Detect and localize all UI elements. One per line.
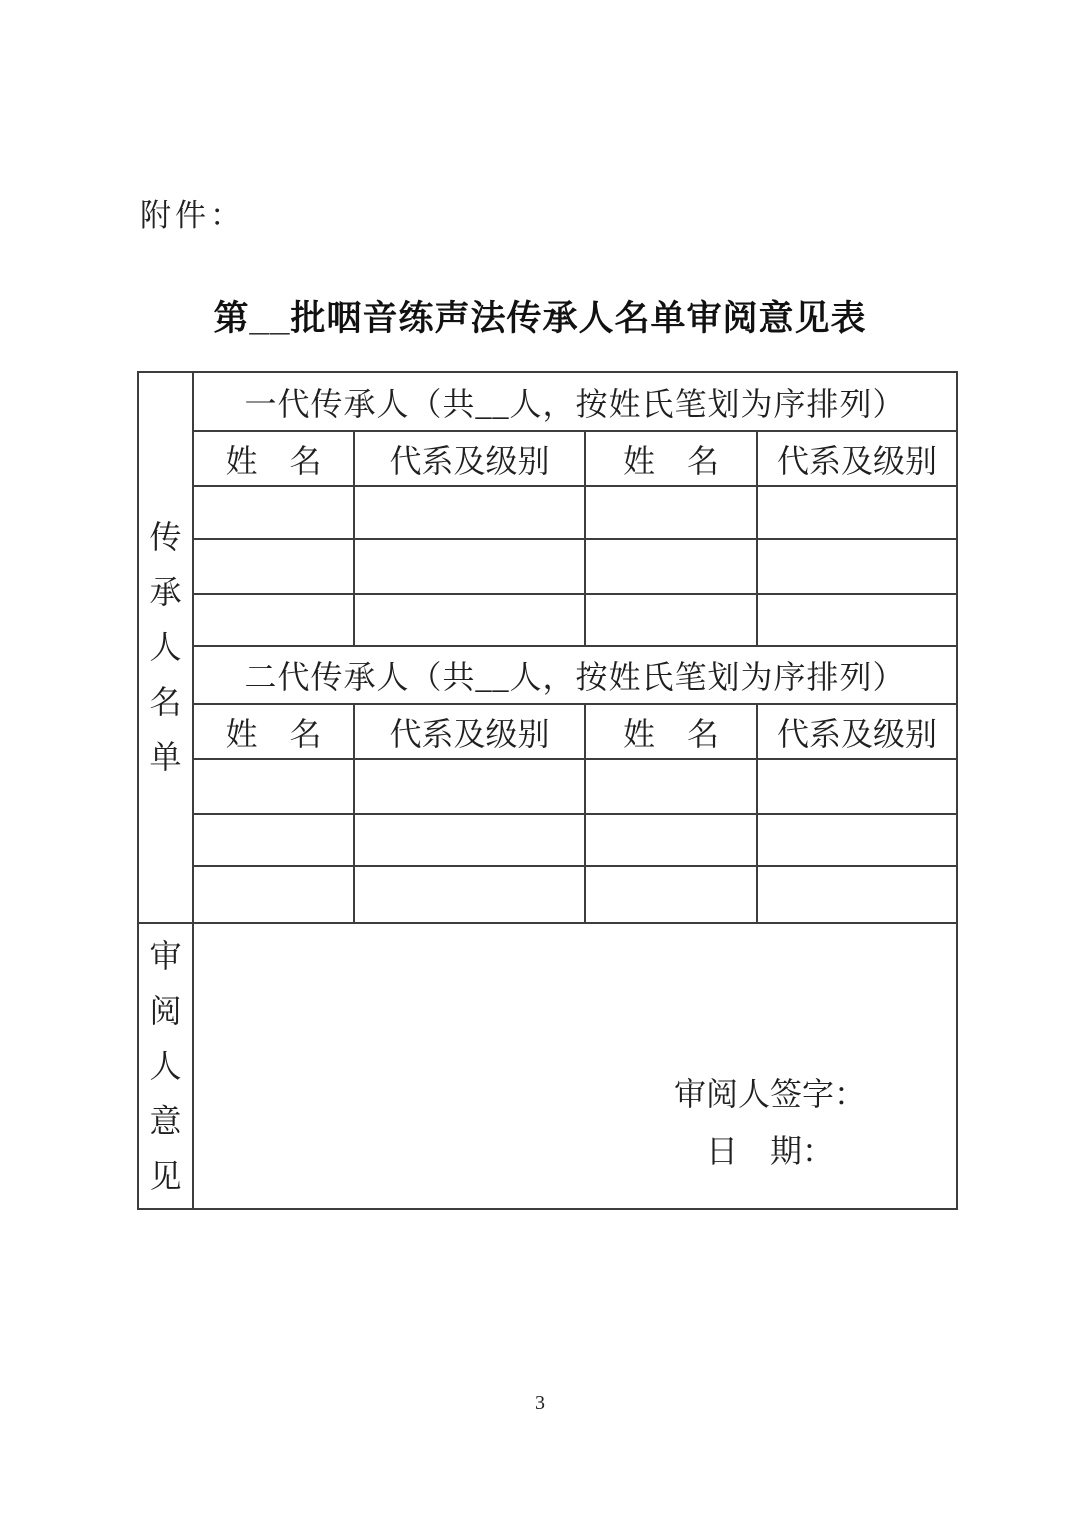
- review-form-table: [137, 371, 958, 1210]
- empty-data-cell: [354, 594, 585, 646]
- column-header-name-4: 姓 名: [585, 704, 757, 759]
- empty-data-cell: [585, 866, 757, 923]
- empty-data-cell: [757, 759, 957, 814]
- empty-data-cell: [354, 539, 585, 594]
- table-row: [138, 759, 957, 814]
- empty-data-cell: [193, 594, 354, 646]
- empty-data-cell: [354, 486, 585, 539]
- column-header-lineage-4: 代系及级别: [757, 704, 957, 759]
- empty-data-cell: [354, 814, 585, 866]
- attachment-label: 附件：: [140, 198, 245, 233]
- empty-data-cell: [354, 759, 585, 814]
- row-group-label-inheritor-list: [138, 372, 193, 923]
- inheritor-list-vertical-label: 传承人名单: [149, 519, 182, 775]
- section1-header: 一代传承人（共__人，按姓氏笔划为序排列）: [193, 372, 957, 431]
- empty-data-cell: [193, 759, 354, 814]
- table-row: [138, 594, 957, 646]
- empty-data-cell: [757, 866, 957, 923]
- column-header-lineage-1: 代系及级别: [354, 431, 585, 486]
- empty-data-cell: [354, 866, 585, 923]
- reviewer-signature-label: 审阅人签字：: [674, 1076, 867, 1112]
- reviewer-opinion-vertical-label: 审阅人意见: [149, 937, 182, 1194]
- table-row: [138, 866, 957, 923]
- column-header-name-1: 姓 名: [193, 431, 354, 486]
- table-row: [138, 814, 957, 866]
- empty-data-cell: [585, 594, 757, 646]
- empty-data-cell: [193, 539, 354, 594]
- row-group-label-reviewer-opinion: [138, 923, 193, 1209]
- reviewer-opinion-cell: [193, 923, 957, 1209]
- date-label: 日 期：: [706, 1133, 835, 1169]
- empty-data-cell: [757, 539, 957, 594]
- empty-data-cell: [585, 486, 757, 539]
- section2-header: 二代传承人（共__人，按姓氏笔划为序排列）: [193, 646, 957, 704]
- empty-data-cell: [585, 814, 757, 866]
- column-header-lineage-3: 代系及级别: [354, 704, 585, 759]
- empty-data-cell: [757, 594, 957, 646]
- table-row: [138, 486, 957, 539]
- column-header-name-2: 姓 名: [585, 431, 757, 486]
- empty-data-cell: [585, 539, 757, 594]
- page-title: 第__批咽音练声法传承人名单审阅意见表: [213, 299, 867, 338]
- empty-data-cell: [585, 759, 757, 814]
- empty-data-cell: [193, 866, 354, 923]
- table-row: [138, 539, 957, 594]
- page-number: 3: [535, 1392, 545, 1414]
- empty-data-cell: [193, 486, 354, 539]
- empty-data-cell: [193, 814, 354, 866]
- empty-data-cell: [757, 486, 957, 539]
- column-header-name-3: 姓 名: [193, 704, 354, 759]
- column-header-lineage-2: 代系及级别: [757, 431, 957, 486]
- empty-data-cell: [757, 814, 957, 866]
